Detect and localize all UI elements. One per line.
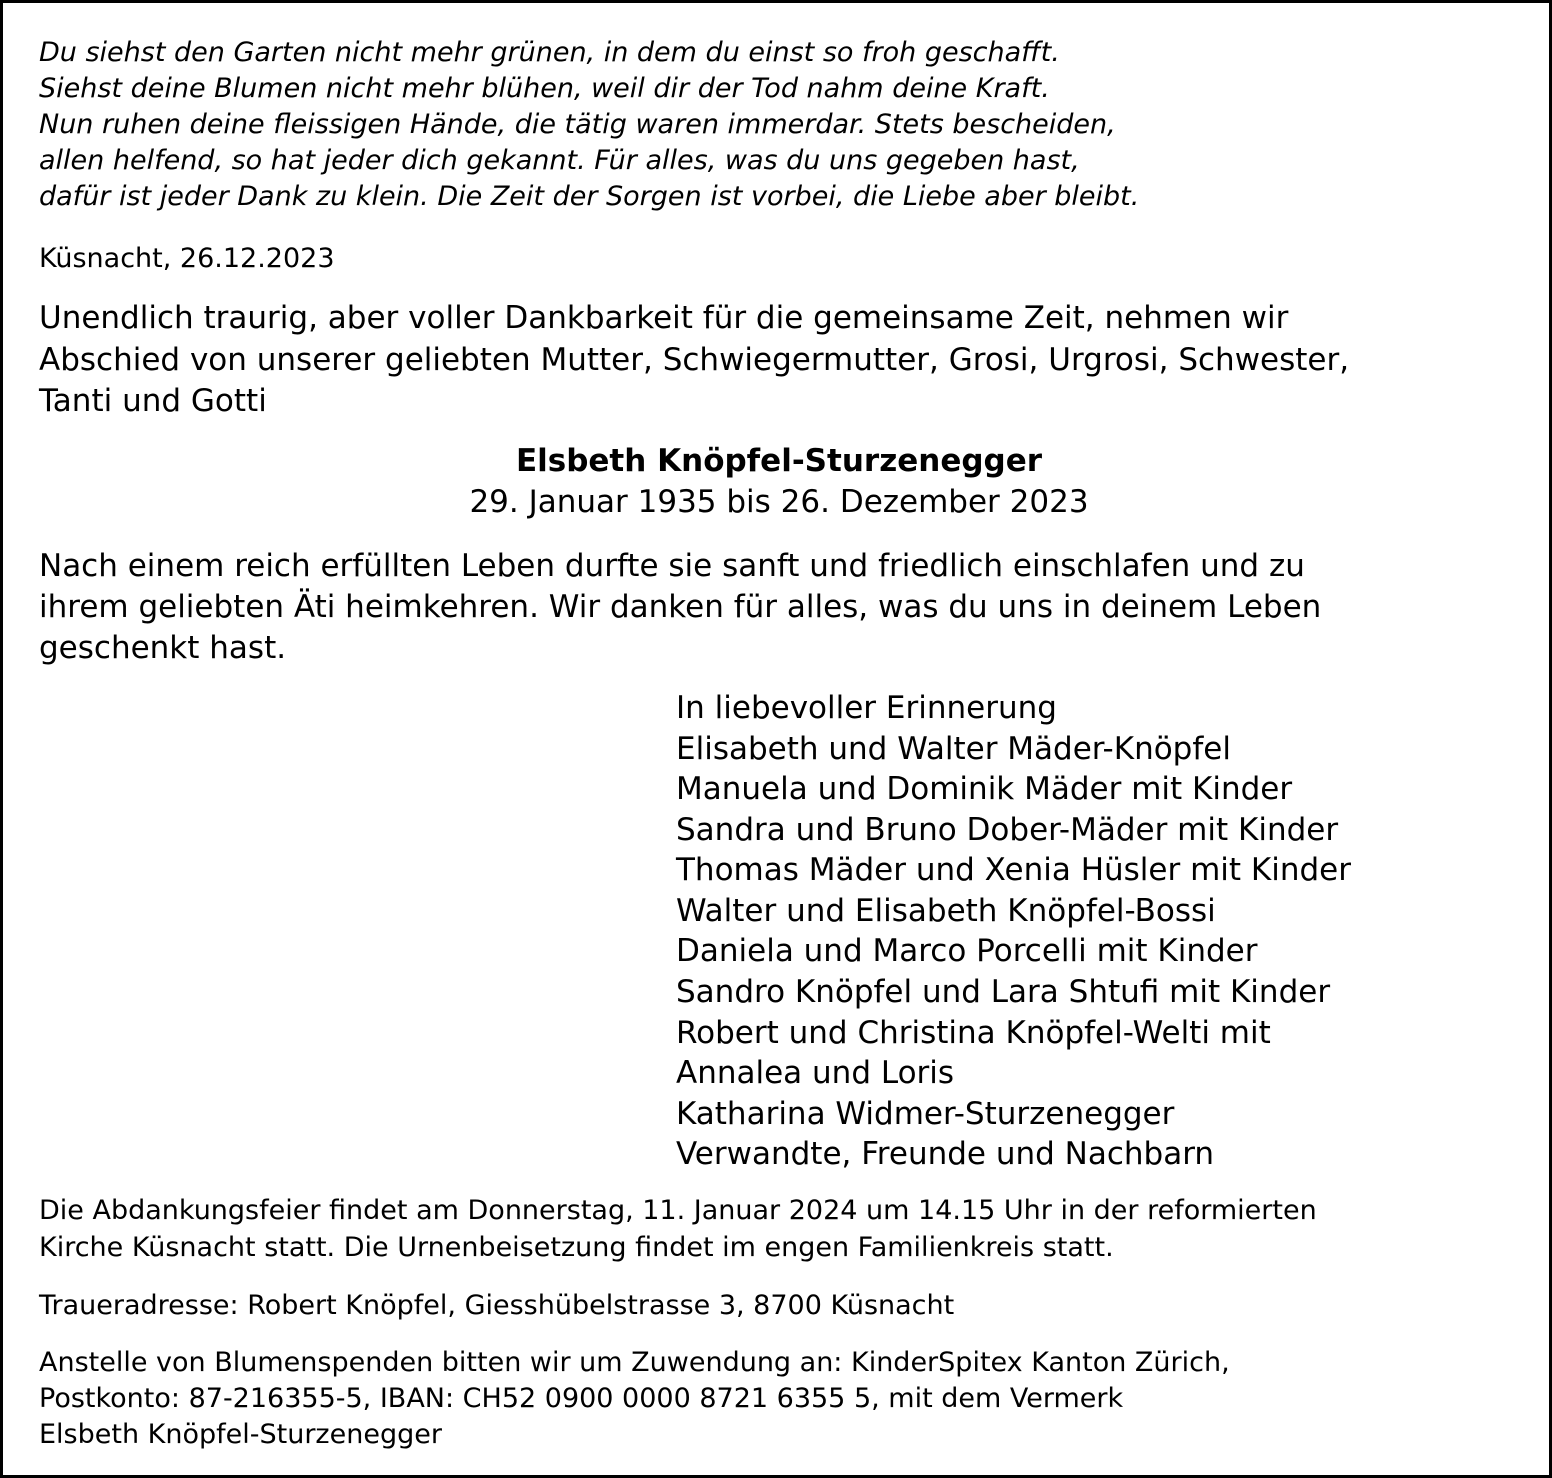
deceased-dates: 29. Januar 1935 bis 26. Dezember 2023 — [469, 484, 1089, 520]
mourning-address: Traueradresse: Robert Knöpfel, Giesshübelstrasse 3, 8700 Küsnacht — [39, 1290, 955, 1321]
mourner-entry: Elisabeth und Walter Mäder-Knöpfel — [676, 731, 1231, 767]
mourner-entry: Verwandte, Freunde und Nachbarn — [676, 1136, 1215, 1172]
mourner-entry: Thomas Mäder und Xenia Hüsler mit Kinder — [676, 852, 1351, 888]
donation-line: Elsbeth Knöpfel-Sturzenegger — [39, 1419, 442, 1450]
message-line: ihrem geliebten Äti heimkehren. Wir danken für alles, was du uns in deinem Leben — [39, 589, 1322, 625]
poem-line: Du siehst den Garten nicht mehr grünen, in dem du einst so froh geschafft. — [39, 37, 1060, 68]
ceremony-line: Kirche Küsnacht statt. Die Urnenbeisetzung findet im engen Familienkreis statt. — [39, 1232, 1114, 1263]
intro-line: Abschied von unserer geliebten Mutter, Schwiegermutter, Grosi, Urgrosi, Schwester, — [39, 342, 1350, 378]
mourner-entry: Sandro Knöpfel und Lara Shtufi mit Kinder — [676, 974, 1331, 1010]
mourners-heading: In liebevoller Erinnerung — [676, 690, 1057, 726]
poem-line: dafür ist jeder Dank zu klein. Die Zeit der Sorgen ist vorbei, die Liebe aber bleibt. — [39, 181, 1140, 212]
donation-line: Postkonto: 87-216355-5, IBAN: CH52 0900 0000 8721 6355 5, mit dem Vermerk — [39, 1383, 1124, 1414]
poem-line: allen helfend, so hat jeder dich gekannt. Für alles, was du uns gegeben hast, — [39, 145, 1080, 176]
message-line: geschenkt hast. — [39, 630, 287, 666]
mourner-entry: Robert und Christina Knöpfel-Welti mit — [676, 1015, 1271, 1051]
mourner-entry: Sandra und Bruno Dober-Mäder mit Kinder — [676, 812, 1339, 848]
donation-line: Anstelle von Blumenspenden bitten wir um Zuwendung an: KinderSpitex Kanton Zürich, — [39, 1347, 1230, 1378]
mourner-entry: Walter und Elisabeth Knöpfel-Bossi — [676, 893, 1216, 929]
poem-line: Nun ruhen deine fleissigen Hände, die tätig waren immerdar. Stets bescheiden, — [39, 109, 1116, 140]
mourner-entry: Katharina Widmer-Sturzenegger — [676, 1096, 1175, 1132]
ceremony-line: Die Abdankungsfeier findet am Donnerstag, 11. Januar 2024 um 14.15 Uhr in der reformierten — [39, 1195, 1317, 1226]
deceased-name: Elsbeth Knöpfel-Sturzenegger — [515, 443, 1043, 479]
mourner-entry: Daniela und Marco Porcelli mit Kinder — [676, 933, 1258, 969]
poem-line: Siehst deine Blumen nicht mehr blühen, weil dir der Tod nahm deine Kraft. — [39, 73, 1050, 104]
mourner-entry: Annalea und Loris — [676, 1055, 955, 1091]
place-date: Küsnacht, 26.12.2023 — [39, 243, 335, 274]
mourner-entry: Manuela und Dominik Mäder mit Kinder — [676, 771, 1293, 807]
message-line: Nach einem reich erfüllten Leben durfte sie sanft und friedlich einschlafen und zu — [39, 548, 1305, 584]
intro-line: Tanti und Gotti — [39, 383, 267, 419]
intro-line: Unendlich traurig, aber voller Dankbarkeit für die gemeinsame Zeit, nehmen wir — [39, 300, 1289, 336]
